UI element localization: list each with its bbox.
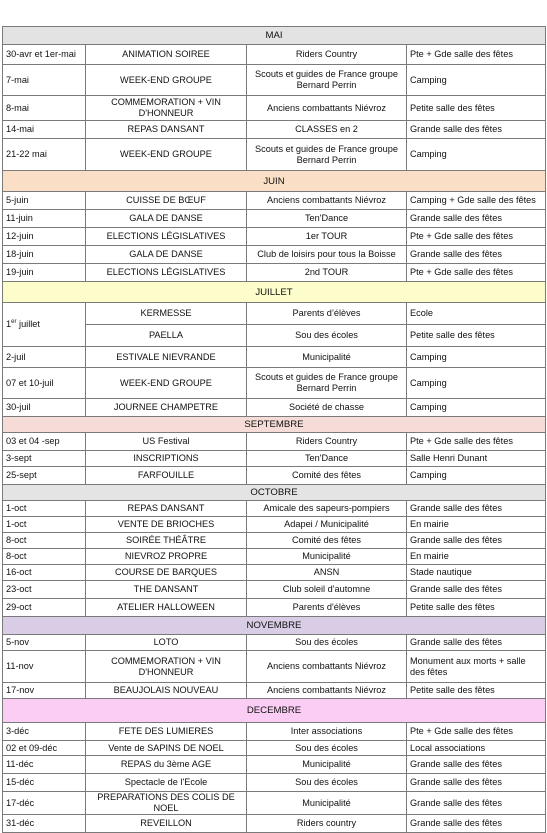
event-location: Petite salle des fêtes bbox=[407, 96, 546, 121]
event-location: Petite salle des fêtes bbox=[407, 599, 546, 617]
event-name: COMMEMORATION + VIN D'HONNEUR bbox=[86, 96, 247, 121]
event-organizer: Ten'Dance bbox=[247, 210, 407, 228]
event-name: WEEK-END GROUPE bbox=[86, 139, 247, 171]
date-number: 1 bbox=[6, 319, 12, 329]
event-date: 23-oct bbox=[3, 581, 86, 599]
event-date: 1-oct bbox=[3, 501, 86, 517]
month-header-decembre bbox=[3, 699, 546, 723]
event-organizer: Municipalité bbox=[247, 792, 407, 815]
event-location: Camping + Gde salle des fêtes bbox=[407, 192, 546, 210]
table-row bbox=[3, 65, 546, 96]
event-date: 17-nov bbox=[3, 683, 86, 699]
table-row bbox=[3, 549, 546, 565]
event-date: 5-juin bbox=[3, 192, 86, 210]
event-location: En mairie bbox=[407, 517, 546, 533]
event-name: Spectacle de l'Ecole bbox=[86, 774, 247, 792]
event-name: US Festival bbox=[86, 433, 247, 451]
event-name: REPAS DANSANT bbox=[86, 501, 247, 517]
event-location: Grande salle des fêtes bbox=[407, 792, 546, 815]
table-row bbox=[3, 635, 546, 651]
table-row bbox=[3, 651, 546, 683]
month-header-novembre bbox=[3, 617, 546, 635]
event-date: 3-déc bbox=[3, 723, 86, 741]
table-row bbox=[3, 792, 546, 815]
event-date: 5-nov bbox=[3, 635, 86, 651]
event-organizer: Comité des fêtes bbox=[247, 467, 407, 485]
event-date: 2-juil bbox=[3, 347, 86, 368]
event-name: ESTIVALE NIEVRANDE bbox=[86, 347, 247, 368]
table-row bbox=[3, 210, 546, 228]
event-organizer: Municipalité bbox=[247, 347, 407, 368]
event-location: Camping bbox=[407, 399, 546, 417]
table-row bbox=[3, 399, 546, 417]
event-name: VENTE DE BRIOCHES bbox=[86, 517, 247, 533]
event-organizer: Anciens combattants Niévroz bbox=[247, 96, 407, 121]
event-date: 29-oct bbox=[3, 599, 86, 617]
month-name: DECEMBRE bbox=[3, 699, 546, 723]
event-location: Camping bbox=[407, 347, 546, 368]
event-location: Pte + Gde salle des fêtes bbox=[407, 228, 546, 246]
month-header-octobre bbox=[3, 485, 546, 501]
event-location: Grande salle des fêtes bbox=[407, 246, 546, 264]
event-organizer: Riders Country bbox=[247, 45, 407, 65]
event-organizer: 1er TOUR bbox=[247, 228, 407, 246]
event-date: 25-sept bbox=[3, 467, 86, 485]
event-organizer: Sou des écoles bbox=[247, 325, 407, 347]
date-month: juillet bbox=[16, 319, 40, 329]
event-location: Grande salle des fêtes bbox=[407, 815, 546, 833]
event-date: 21-22 mai bbox=[3, 139, 86, 171]
event-name: FARFOUILLE bbox=[86, 467, 247, 485]
event-date: 11-nov bbox=[3, 651, 86, 683]
event-location: Camping bbox=[407, 65, 546, 96]
event-name: WEEK-END GROUPE bbox=[86, 368, 247, 399]
event-organizer: Amicale des sapeurs-pompiers bbox=[247, 501, 407, 517]
event-location: Grande salle des fêtes bbox=[407, 533, 546, 549]
event-date: 19-juin bbox=[3, 264, 86, 282]
event-name: GALA DE DANSE bbox=[86, 246, 247, 264]
event-name: CUISSE DE BŒUF bbox=[86, 192, 247, 210]
event-name: PAELLA bbox=[86, 325, 247, 347]
event-organizer: Parents d'élèves bbox=[247, 599, 407, 617]
event-organizer: Municipalité bbox=[247, 549, 407, 565]
event-location: Camping bbox=[407, 368, 546, 399]
event-organizer: Anciens combattants Niévroz bbox=[247, 651, 407, 683]
event-date: 07 et 10-juil bbox=[3, 368, 86, 399]
table-row bbox=[3, 683, 546, 699]
event-location: Ecole bbox=[407, 303, 546, 325]
table-row bbox=[3, 192, 546, 210]
table-row bbox=[3, 228, 546, 246]
event-name: COMMEMORATION + VIN D'HONNEUR bbox=[86, 651, 247, 683]
event-organizer: Sou des écoles bbox=[247, 774, 407, 792]
table-row bbox=[3, 139, 546, 171]
month-name: OCTOBRE bbox=[3, 485, 546, 501]
event-location: Grande salle des fêtes bbox=[407, 635, 546, 651]
event-date: 11-déc bbox=[3, 756, 86, 774]
event-name: ATELIER HALLOWEEN bbox=[86, 599, 247, 617]
event-name: KERMESSE bbox=[86, 303, 247, 325]
event-date: 30-avr et 1er-mai bbox=[3, 45, 86, 65]
event-date bbox=[3, 303, 86, 347]
event-organizer: CLASSES en 2 bbox=[247, 121, 407, 139]
table-row bbox=[3, 467, 546, 485]
event-name: FETE DES LUMIERES bbox=[86, 723, 247, 741]
event-organizer: Parents d’élèves bbox=[247, 303, 407, 325]
event-date: 8-oct bbox=[3, 549, 86, 565]
event-location: Grande salle des fêtes bbox=[407, 210, 546, 228]
event-location: Camping bbox=[407, 139, 546, 171]
table-row bbox=[3, 599, 546, 617]
event-location: Stade nautique bbox=[407, 565, 546, 581]
event-name: ELECTIONS LÉGISLATIVES bbox=[86, 228, 247, 246]
event-location: Grande salle des fêtes bbox=[407, 774, 546, 792]
event-name: BEAUJOLAIS NOUVEAU bbox=[86, 683, 247, 699]
event-location: Petite salle des fêtes bbox=[407, 683, 546, 699]
event-location: Petite salle des fêtes bbox=[407, 325, 546, 347]
table-row bbox=[3, 347, 546, 368]
event-location: Pte + Gde salle des fêtes bbox=[407, 433, 546, 451]
event-name: PREPARATIONS DES COLIS DE NOEL bbox=[86, 792, 247, 815]
table-row bbox=[3, 565, 546, 581]
table-row bbox=[3, 433, 546, 451]
event-date: 31-déc bbox=[3, 815, 86, 833]
event-location: Camping bbox=[407, 467, 546, 485]
table-row bbox=[3, 581, 546, 599]
table-row bbox=[3, 774, 546, 792]
table-row bbox=[3, 451, 546, 467]
month-name: JUILLET bbox=[3, 282, 546, 303]
event-date: 15-déc bbox=[3, 774, 86, 792]
event-organizer: Sou des écoles bbox=[247, 635, 407, 651]
table-row bbox=[3, 246, 546, 264]
month-header-juin bbox=[3, 171, 546, 192]
event-name: GALA DE DANSE bbox=[86, 210, 247, 228]
event-name: REVEILLON bbox=[86, 815, 247, 833]
event-organizer: Inter associations bbox=[247, 723, 407, 741]
event-organizer: Scouts et guides de France groupe Bernard Perrin bbox=[247, 139, 407, 171]
event-name: ANIMATION SOIREE bbox=[86, 45, 247, 65]
event-organizer: 2nd TOUR bbox=[247, 264, 407, 282]
event-name: ELECTIONS LÉGISLATIVES bbox=[86, 264, 247, 282]
event-date: 3-sept bbox=[3, 451, 86, 467]
event-location: Grande salle des fêtes bbox=[407, 121, 546, 139]
event-date: 14-mai bbox=[3, 121, 86, 139]
table-row bbox=[3, 303, 546, 325]
table-row bbox=[3, 815, 546, 833]
event-location: Grande salle des fêtes bbox=[407, 581, 546, 599]
event-name: REPAS du 3ème AGE bbox=[86, 756, 247, 774]
event-date: 16-oct bbox=[3, 565, 86, 581]
event-date: 8-oct bbox=[3, 533, 86, 549]
event-date: 03 et 04 -sep bbox=[3, 433, 86, 451]
event-location: Grande salle des fêtes bbox=[407, 501, 546, 517]
event-name: REPAS DANSANT bbox=[86, 121, 247, 139]
table-row bbox=[3, 264, 546, 282]
month-name: SEPTEMBRE bbox=[3, 417, 546, 433]
event-location: Monument aux morts + salle des fêtes bbox=[407, 651, 546, 683]
event-name: COURSE DE BARQUES bbox=[86, 565, 247, 581]
event-date: 8-mai bbox=[3, 96, 86, 121]
event-name: INSCRIPTIONS bbox=[86, 451, 247, 467]
event-date: 11-juin bbox=[3, 210, 86, 228]
event-organizer: Société de chasse bbox=[247, 399, 407, 417]
table-row bbox=[3, 368, 546, 399]
event-date: 02 et 09-déc bbox=[3, 741, 86, 756]
event-name: LOTO bbox=[86, 635, 247, 651]
event-location: Grande salle des fêtes bbox=[407, 756, 546, 774]
table-row bbox=[3, 121, 546, 139]
event-location: Salle Henri Dunant bbox=[407, 451, 546, 467]
event-location: Pte + Gde salle des fêtes bbox=[407, 723, 546, 741]
event-organizer: Anciens combattants Niévroz bbox=[247, 683, 407, 699]
table-row bbox=[3, 45, 546, 65]
date-ordinal: er bbox=[11, 318, 17, 325]
event-name: SOIRÉE THÉÂTRE bbox=[86, 533, 247, 549]
month-header-mai bbox=[3, 27, 546, 45]
event-organizer: Sou des écoles bbox=[247, 741, 407, 756]
month-header-septembre bbox=[3, 417, 546, 433]
event-location: En mairie bbox=[407, 549, 546, 565]
event-organizer: ANSN bbox=[247, 565, 407, 581]
event-organizer: Scouts et guides de France groupe Bernard Perrin bbox=[247, 65, 407, 96]
event-location: Pte + Gde salle des fêtes bbox=[407, 264, 546, 282]
event-date: 1-oct bbox=[3, 517, 86, 533]
event-organizer: Riders country bbox=[247, 815, 407, 833]
table-row bbox=[3, 723, 546, 741]
event-date: 12-juin bbox=[3, 228, 86, 246]
event-name: JOURNEE CHAMPETRE bbox=[86, 399, 247, 417]
event-date: 17-déc bbox=[3, 792, 86, 815]
event-date: 18-juin bbox=[3, 246, 86, 264]
event-organizer: Club de loisirs pour tous la Boisse bbox=[247, 246, 407, 264]
event-date: 7-mai bbox=[3, 65, 86, 96]
event-name: Vente de SAPINS DE NOEL bbox=[86, 741, 247, 756]
event-location: Local associations bbox=[407, 741, 546, 756]
event-organizer: Comité des fêtes bbox=[247, 533, 407, 549]
event-organizer: Municipalité bbox=[247, 756, 407, 774]
table-row bbox=[3, 501, 546, 517]
month-name: MAI bbox=[3, 27, 546, 45]
event-organizer: Adapei / Municipalité bbox=[247, 517, 407, 533]
event-organizer: Ten'Dance bbox=[247, 451, 407, 467]
event-name: WEEK-END GROUPE bbox=[86, 65, 247, 96]
event-organizer: Scouts et guides de France groupe Bernard Perrin bbox=[247, 368, 407, 399]
table-row bbox=[3, 533, 546, 549]
event-date: 30-juil bbox=[3, 399, 86, 417]
table-row bbox=[3, 741, 546, 756]
month-name: NOVEMBRE bbox=[3, 617, 546, 635]
table-row bbox=[3, 517, 546, 533]
month-header-juillet bbox=[3, 282, 546, 303]
event-organizer: Anciens combattants Niévroz bbox=[247, 192, 407, 210]
table-row bbox=[3, 96, 546, 121]
event-name: NIEVROZ PROPRE bbox=[86, 549, 247, 565]
event-location: Pte + Gde salle des fêtes bbox=[407, 45, 546, 65]
month-name: JUIN bbox=[3, 171, 546, 192]
event-name: THE DANSANT bbox=[86, 581, 247, 599]
table-row bbox=[3, 756, 546, 774]
event-organizer: Club soleil d'automne bbox=[247, 581, 407, 599]
events-schedule-table bbox=[2, 26, 546, 833]
event-organizer: Riders Country bbox=[247, 433, 407, 451]
